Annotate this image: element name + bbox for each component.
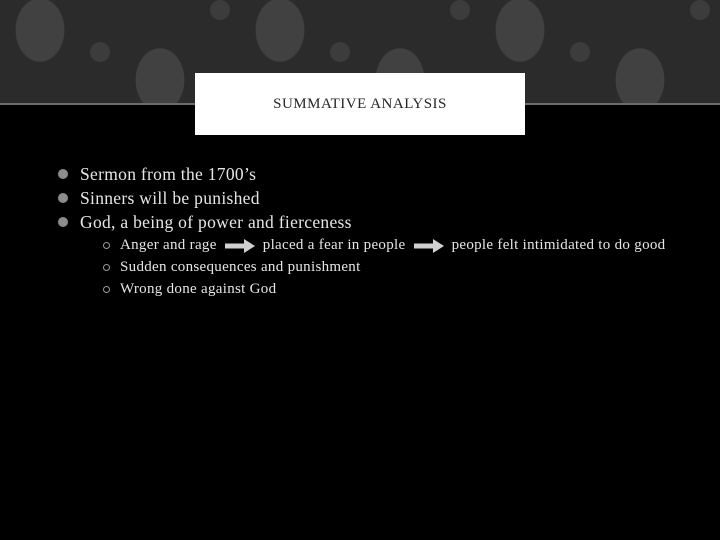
- sub-bullet-ring-icon: [103, 264, 110, 271]
- sub-bullet-text: Anger and rage: [120, 237, 217, 253]
- slide-title: SUMMATIVE ANALYSIS: [273, 95, 447, 112]
- sub-bullet-text: Wrong done against God: [120, 281, 277, 297]
- sub-bullet-text: placed a fear in people: [262, 237, 406, 253]
- sub-bullet-ring-icon: [103, 286, 110, 293]
- bullet-text: Sermon from the 1700’s: [80, 164, 257, 184]
- bullet-list: [56, 162, 676, 300]
- sub-bullet-item: [100, 256, 676, 278]
- sub-bullet-item: [100, 278, 676, 300]
- sub-bullet-item: [100, 234, 676, 256]
- bullet-item: [56, 210, 676, 300]
- bullet-dot-icon: [58, 169, 68, 179]
- bullet-item: [56, 186, 676, 210]
- right-arrow-icon: [414, 239, 444, 253]
- sub-bullet-text: people felt intimidated to do good: [451, 237, 666, 253]
- bullet-dot-icon: [58, 217, 68, 227]
- bullet-item: [56, 162, 676, 186]
- sub-bullet-ring-icon: [103, 242, 110, 249]
- bullet-text: Sinners will be punished: [80, 188, 260, 208]
- bullet-dot-icon: [58, 193, 68, 203]
- title-box: [195, 73, 525, 135]
- bullet-text: God, a being of power and fierceness: [80, 212, 352, 232]
- right-arrow-icon: [225, 239, 255, 253]
- sub-bullet-list: [100, 234, 676, 300]
- sub-bullet-text: Sudden consequences and punishment: [120, 259, 361, 275]
